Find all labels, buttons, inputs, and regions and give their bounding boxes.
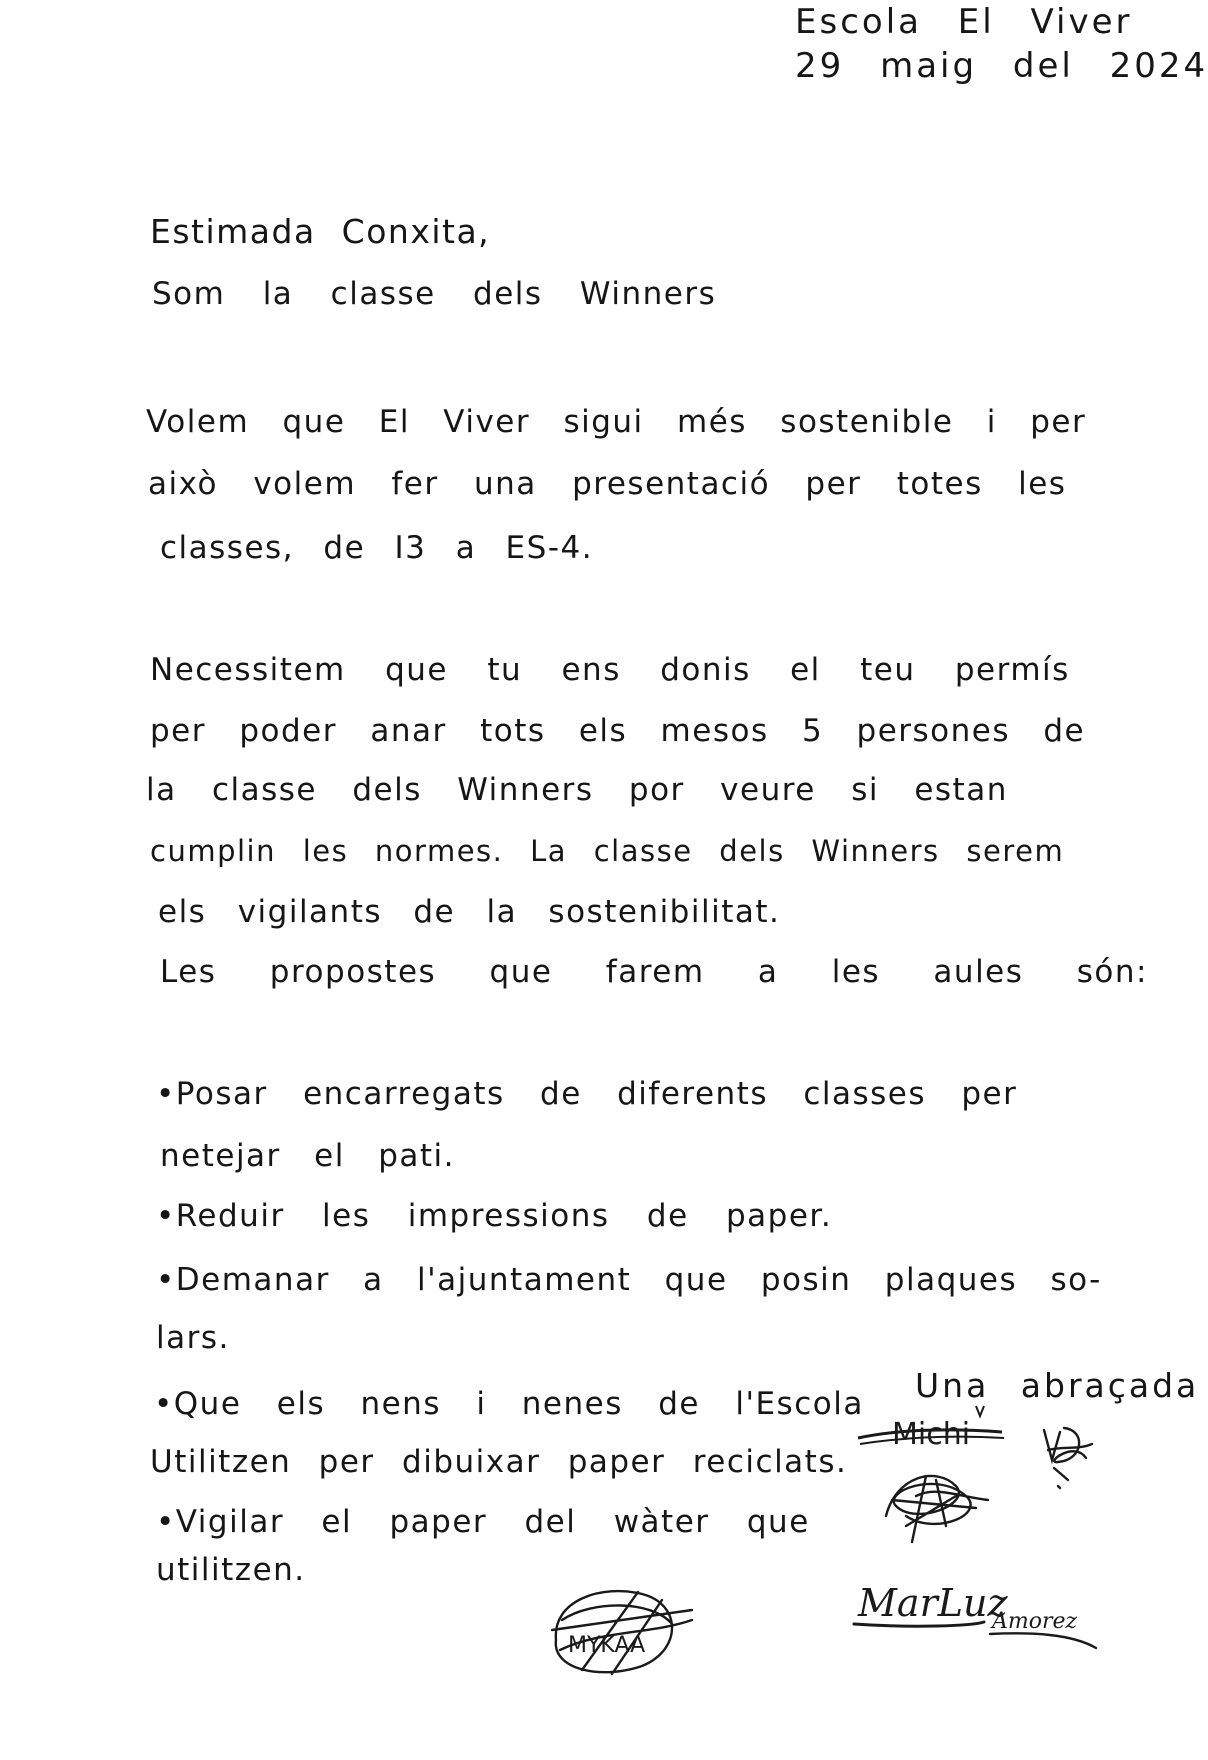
signature-mykaa-text: MYKAA: [568, 1633, 646, 1658]
letter-date: 29 maig del 2024: [795, 46, 1208, 86]
signature-mykaa: [542, 1580, 702, 1680]
signature-scribble-large: [876, 1456, 996, 1546]
signature-michi: [856, 1404, 1006, 1464]
paragraph-1-line-2: això volem fer una presentació per totes les: [148, 466, 1067, 502]
paragraph-2-line-6: Les propostes que farem a les aules són:: [160, 954, 1148, 990]
proposal-4-line-1: •Que els nens i nenes de l'Escola: [154, 1386, 864, 1422]
proposal-1-line-2: netejar el pati.: [160, 1138, 455, 1174]
signature-scribble-small: [1034, 1420, 1094, 1500]
proposal-1-line-1: •Posar encarregats de diferents classes per: [156, 1076, 1018, 1112]
signature-michi-text: Michi: [892, 1417, 971, 1452]
proposal-3-line-2: lars.: [156, 1320, 230, 1356]
paragraph-1-line-3: classes, de I3 a ES-4.: [160, 530, 594, 566]
signature-amorez-text: Amorez: [992, 1609, 1078, 1634]
paragraph-2-line-2: per poder anar tots els mesos 5 persones de: [150, 713, 1086, 749]
paragraph-2-line-3: la classe dels Winners por veure si estan: [146, 772, 1008, 808]
school-name: Escola El Viver: [795, 2, 1133, 42]
intro-line: Som la classe dels Winners: [152, 276, 717, 312]
paragraph-2-line-1: Necessitem que tu ens donis el teu permís: [150, 652, 1070, 688]
paragraph-2-line-5: els vigilants de la sostenibilitat.: [158, 894, 781, 930]
greeting: Estimada Conxita,: [150, 212, 491, 251]
proposal-3-line-1: •Demanar a l'ajuntament que posin plaques so-: [156, 1262, 1102, 1298]
proposal-4-line-2: Utilitzen per dibuixar paper reciclats.: [150, 1444, 848, 1480]
paragraph-2-line-4: cumplin les normes. La classe dels Winners serem: [150, 834, 1065, 868]
proposal-5-line-1: •Vigilar el paper del wàter que: [156, 1504, 810, 1540]
signature-marluz-text: MarLuz: [858, 1581, 1008, 1625]
paragraph-1-line-1: Volem que El Viver sigui més sostenible i per: [146, 404, 1087, 440]
proposal-2: •Reduir les impressions de paper.: [156, 1198, 833, 1234]
closing: Una abraçada: [915, 1366, 1200, 1405]
proposal-5-line-2: utilitzen.: [156, 1552, 306, 1588]
signature-marluz: [852, 1566, 1102, 1656]
